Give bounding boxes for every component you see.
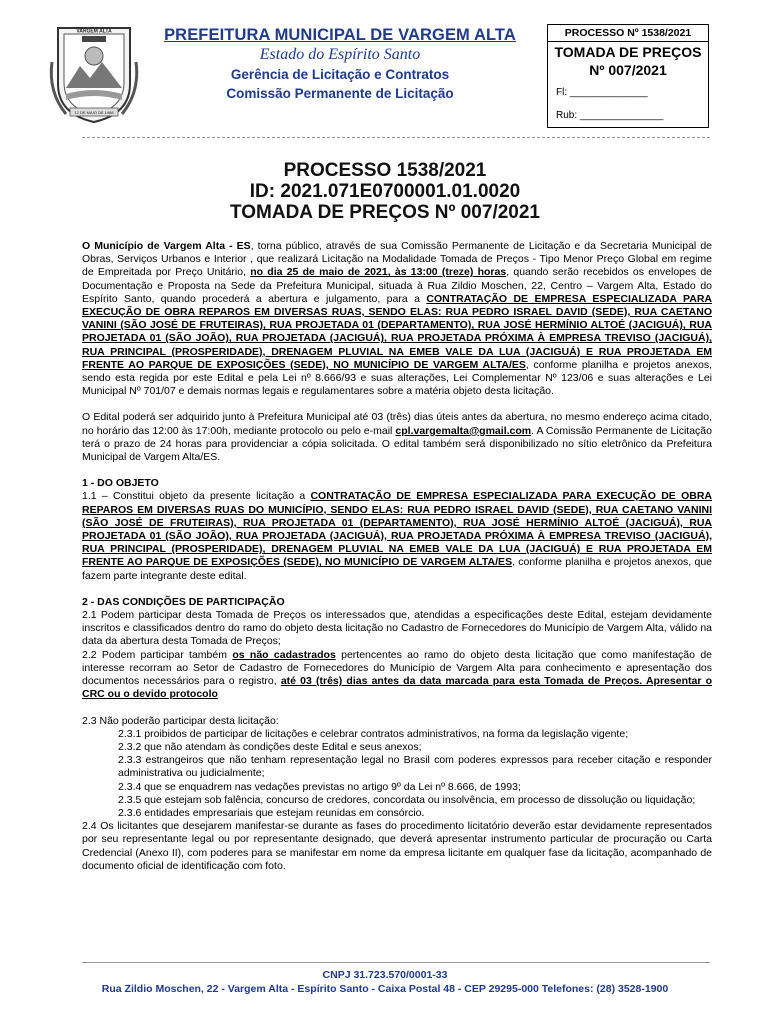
title-id: ID: 2021.071E0700001.01.0020 (249, 181, 521, 202)
section-1-heading: 1 - DO OBJETO (82, 477, 159, 490)
crest-date: 12 DE MAIO DE 1988 (74, 110, 114, 115)
section-2-2 (82, 649, 712, 702)
s1-text-2: , conforme planilha e projetos anexos, que fazem parte integrante deste edital. (82, 556, 713, 582)
state-name: Estado do Espírito Santo (259, 46, 421, 63)
edital-text-2: . A Comissão Permanente de Licitação terá o prazo de 24 horas para providenciar a cópia solicitada. O edital também será disponibilizado no sítio eletrônico da Prefeitura Municipal de Vargem Alta/ES. (82, 424, 712, 464)
intro-object: CONTRATAÇÃO DE EMPRESA ESPECIALIZADA PARA EXECUÇÃO DE OBRA REPAROS EM DIVERSAS RUAS, SENDO ELAS: RUA PEDRO ISRAEL DAVID (SEDE), RUA CAETANO VANINI (SÃO JOSÉ DE FRUTEIRAS), RUA PROJETADA 01 (DEPARTAMENTO), RUA JOSÉ HERMÍNIO ALTOÉ (JACIGUÁ), RUA PROJETADA 01 (SÃO JOÃO), RUA PROJETADA (JACIGUÁ), RUA PROJETADA PRÓXIMA À EMPRESA TREVISO (JACIGUÁ), RUA PRINCIPAL (PROSPERIDADE), DRENAGEM PLUVIAL NA EMEB VALE DA LUA (JACIGUÁ) E RUA PROJETADA EM FRENTE AO PARQUE DE EXPOSIÇÕES (SEDE), NO MUNICÍPIO DE VARGEM ALTA/ES (82, 292, 712, 371)
intro-text-1: , torna público, através de sua Comissão Permanente de Licitação e da Secretaria Municipal de Obras, Serviços Urbanos e Interior , que realizará Licitação na Modalidade Tomada de Preços - Tipo Menor Preço Global em regime de Empreitada por Preço Unitário, (82, 240, 712, 279)
item-2-3-5: 2.3.5 que estejam sob falência, concurso de credores, concordata ou insolvência, em processo de dissolução ou liquidação; (118, 793, 696, 806)
intro-paragraph (82, 240, 712, 398)
item-2-3-4: 2.3.4 que se enquadrem nas vedações previstas no artigo 9º da Lei nº 8.666, de 1993; (118, 780, 521, 793)
signature-field: Rub: _______________ (556, 110, 664, 121)
intro-lead: O Município de Vargem Alta - ES (82, 240, 251, 252)
section-2-4: 2.4 Os licitantes que desejarem manifestar-se durante as fases do procedimento licitatório deverão estar devidamente representados por seu representante legal ou por representante designado, que deverá apresentar instrumento particular de procuração ou Carta Credencial (Anexo II), com poderes para se manifestar em nome da empresa licitante em qualquer fase da licitação, acompanhado de documento oficial de identificação com foto. (82, 820, 712, 872)
edital-text-1: O Edital poderá ser adquirido junto à Prefeitura Municipal até 03 (três) dias úteis antes da abertura, no mesmo endereço acima citado, no horário das 12:00 às 17:00h, mediante protocolo ou pelo e-mail (82, 411, 712, 437)
header-divider (82, 137, 710, 138)
email-link[interactable]: cpl.vargemalta@gmail.com (395, 424, 532, 437)
footer (0, 968, 770, 996)
item-2-3-1: 2.3.1 proibidos de participar de licitações e celebrar contratos administrativos, na forma da legislação vigente; (118, 727, 629, 740)
department-name: Gerência de Licitação e Contratos (230, 67, 450, 82)
document-title (0, 160, 770, 223)
section-2-3: 2.3 Não poderão participar desta licitação: (82, 714, 279, 727)
section-1-1 (82, 490, 712, 582)
crest-label: VARGEM ALTA (76, 28, 112, 35)
letterhead-text (140, 26, 540, 102)
intro-text-2: , quando serão recebidos os envelopes de Documentação e Proposta na Sede da Prefeitura Municipal, situada à Rua Zildio Moschen, 22, Centro – Vargem Alta, Estado do Espírito Santo, quando procederá a abertura e julgamento, para a (82, 266, 712, 305)
footer-cnpj: CNPJ 31.723.570/0001-33 (322, 969, 448, 981)
process-info-box (547, 24, 709, 128)
section-2-heading: 2 - DAS CONDIÇÕES DE PARTICIPAÇÃO (82, 595, 285, 608)
s22-deadline: até 03 (três) dias antes da data marcada para esta Tomada de Preços. Apresentar o CRC ou o devido protocolo (82, 675, 712, 701)
process-number: PROCESSO Nº 1538/2021 (548, 25, 708, 42)
s1-text-1: 1.1 – Constitui objeto da presente licitação a (82, 490, 311, 503)
s22-text-b: pertencentes ao ramo do objeto desta licitação que como manifestação de interesse recorram ao Setor de Cadastro de Fornecedores do Município de Vargem Alta para conhecimento e apresentação dos documentos necessários para o registro, (82, 648, 712, 688)
folio-field: Fl: ______________ (556, 87, 648, 98)
title-tomada: TOMADA DE PREÇOS Nº 007/2021 (230, 202, 540, 223)
item-2-3-6: 2.3.6 entidades empresariais que estejam reunidas em consórcio. (118, 806, 425, 819)
municipal-crest-icon (46, 22, 142, 124)
item-2-3-2: 2.3.2 que não atendam às condições deste Edital e seus anexos; (118, 740, 422, 753)
footer-address: Rua Zildio Moschen, 22 - Vargem Alta - Espírito Santo - Caixa Postal 48 - CEP 29295-000 Telefones: (28) 3528-1900 (101, 983, 669, 995)
s22-not-registered: os não cadastrados (232, 648, 336, 661)
title-process: PROCESSO 1538/2021 (283, 160, 487, 181)
intro-text-3: , conforme planilha e projetos anexos, sendo esta regida por este Edital e pela Lei nº 8.666/93 e suas alterações, Lei Complementar Nº 123/06 e suas alterações e Lei Municipal Nº 701/07 e demais normas legais e regulamentares sobre a matéria objeto desta licitação. (82, 358, 712, 398)
intro-date: no dia 25 de maio de 2021, às 13:00 (treze) horas (250, 266, 507, 279)
organization-title: PREFEITURA MUNICIPAL DE VARGEM ALTA (164, 26, 516, 44)
letterhead (0, 0, 770, 150)
commission-name: Comissão Permanente de Licitação (226, 86, 454, 101)
process-type: TOMADA DE PREÇOS (554, 44, 702, 60)
s1-object: CONTRATAÇÃO DE EMPRESA ESPECIALIZADA PARA EXECUÇÃO DE OBRA REPAROS EM DIVERSAS RUAS DO MUNICÍPIO, SENDO ELAS: RUA PEDRO ISRAEL DAVID (SEDE), RUA CAETANO VANINI (SÃO JOSÉ DE FRUTEIRAS), RUA PROJETADA 01 (DEPARTAMENTO), RUA JOSÉ HERMÍNIO ALTOÉ (JACIGUÁ), RUA PROJETADA 01 (SÃO JOÃO), RUA PROJETADA (JACIGUÁ), RUA PROJETADA PRÓXIMA À EMPRESA TREVISO (JACIGUÁ), RUA PRINCIPAL (PROSPERIDADE), DRENAGEM PLUVIAL NA EMEB VALE DA LUA (JACIGUÁ) E RUA PROJETADA EM FRENTE AO PARQUE DE EXPOSIÇÕES (SEDE), NO MUNICÍPIO DE VARGEM ALTA/ES (82, 490, 712, 569)
process-type-number: Nº 007/2021 (589, 62, 667, 78)
section-2-1: 2.1 Podem participar desta Tomada de Preços os interessados que, atendidas a especificações deste Edital, estejam devidamente inscritos e classificados dentro do ramo do objeto desta licitação no Cadastro de Fornecedores do Município de Vargem Alta, válido na data da abertura desta Tomada de Preços; (82, 609, 712, 648)
footer-divider (82, 962, 710, 963)
document-body (82, 240, 712, 873)
item-2-3-3: 2.3.3 estrangeiros que não tenham representação legal no Brasil com poderes expressos para receber citação e responder administrativa ou judicialmente; (118, 754, 712, 780)
s22-text-a: 2.2 Podem participar também (82, 648, 233, 661)
edital-paragraph (82, 411, 712, 464)
